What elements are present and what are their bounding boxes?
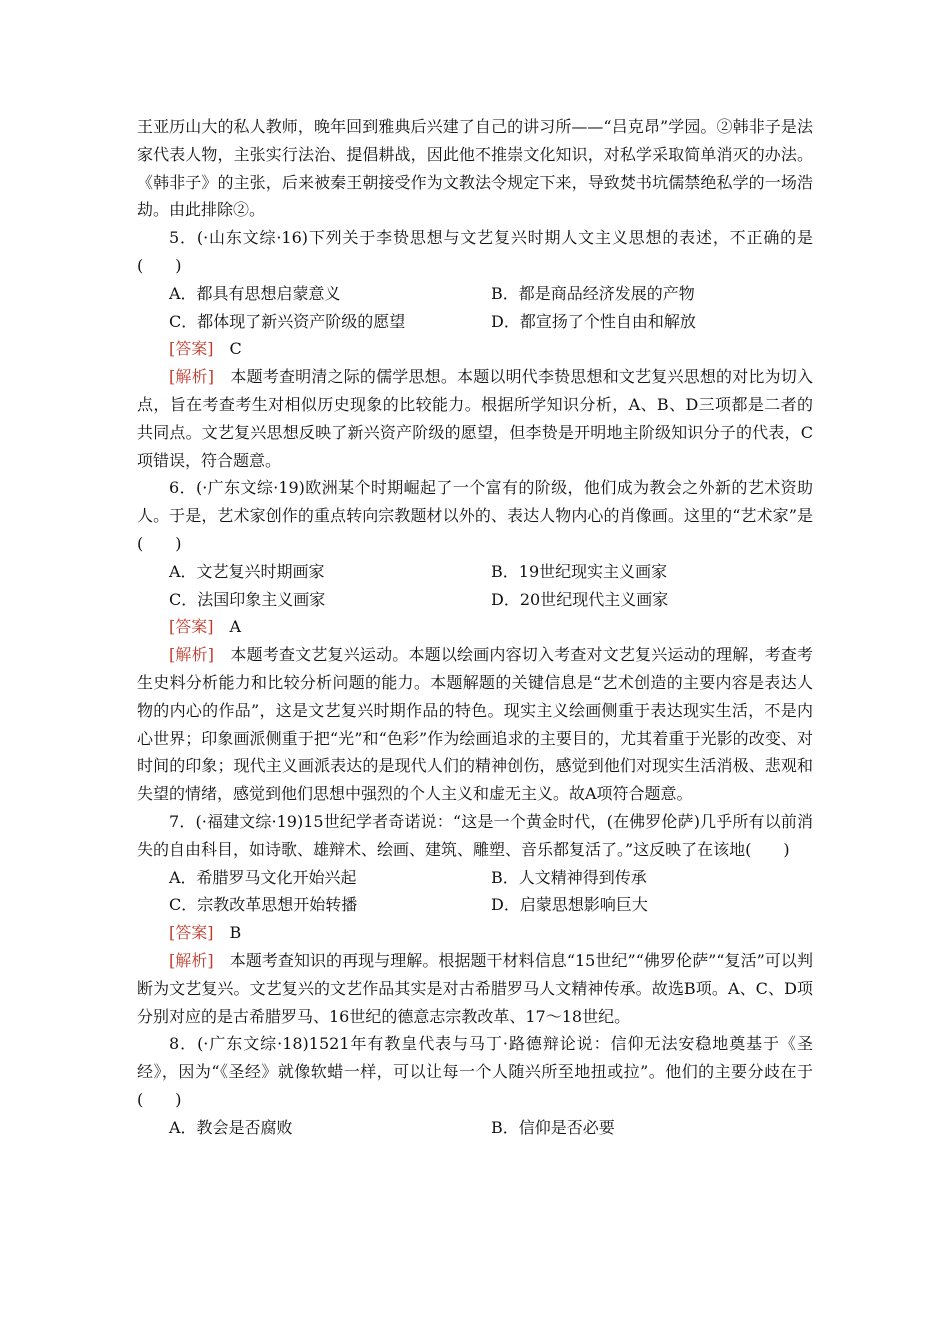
option-d: D．20世纪现代主义画家 [491,589,669,609]
question-stem: 8．(·广东文综·18)1521年有教皇代表与马丁·路德辩论说：信仰无法安稳地奠基于《圣经》，因为“《圣经》就像软蜡一样，可以让每一个人随兴所至地扭或拉”。他们的主要分歧在于( ) [137,1034,813,1109]
option-c: C．宗教改革思想开始转播 [169,895,358,915]
answer-line [137,919,813,947]
options-row [137,308,813,336]
options-row [137,558,813,586]
analysis-paragraph [137,641,813,808]
option-b: B．都是商品经济发展的产物 [491,283,695,303]
intro-paragraph [137,113,813,224]
options-row [137,586,813,614]
analysis-text: 本题考查知识的再现与理解。根据题干材料信息“15世纪”“佛罗伦萨”“复活”可以判断为文艺复兴。文艺复兴的文艺作品其实是对古希腊罗马人文精神传承。故选B项。A、C、D项分别对应的是古希腊罗马、16世纪的德意志宗教改革、17～18世纪。 [137,950,813,1026]
intro-line: 子是法家代表人物，主张实行法治、提倡耕战，因此他不推崇文化知识，对私学采取简单消 [137,117,813,164]
option-a: A．都具有思想启蒙意义 [169,283,341,303]
analysis-paragraph [137,363,813,474]
option-b: B．人文精神得到传承 [491,867,647,887]
analysis-text: 本题考查明清之际的儒学思想。本题以明代李贽思想和文艺复兴思想的对比为切入点，旨在考查考生对相似历史现象的比较能力。根据所学知识分析，A、B、D三项都是二者的共同点。文艺复兴思想反映了新兴资产阶级的愿望，但李贽是开明地主阶级知识分子的代表，C项错误，符合题意。 [137,367,813,470]
option-d: D．都宣扬了个性自由和解放 [491,311,696,331]
answer-tag: [答案] [169,617,214,637]
analysis-paragraph [137,947,813,1030]
options-row [137,891,813,919]
options-row [137,864,813,892]
answer-value: A [229,617,242,637]
answer-value: B [229,923,242,943]
options-row [137,1114,813,1142]
answer-tag: [答案] [169,339,214,359]
option-c: C．都体现了新兴资产阶级的愿望 [169,311,406,331]
intro-line: 王亚历山大的私人教师，晚年回到雅典后兴建了自己的讲习所——“吕克昂”学园。②韩非 [137,117,765,136]
intro-line: 绝私学的一场浩劫。由此排除②。 [137,172,813,220]
intro-line: 灭的办法。《韩非子》的主张，后来被秦王朝接受作为文教法令规定下来，导致焚书坑儒禁 [137,144,813,192]
answer-line [137,335,813,363]
option-a: A．教会是否腐败 [169,1117,293,1137]
option-a: A．希腊罗马文化开始兴起 [169,867,357,887]
answer-line [137,613,813,641]
option-d: D．启蒙思想影响巨大 [491,895,648,915]
analysis-tag: [解析] [169,950,214,970]
analysis-tag: [解析] [169,645,215,665]
question-stem: 6．(·广东文综·19)欧洲某个时期崛起了一个富有的阶级，他们成为教会之外新的艺术资助人。于是，艺术家创作的重点转向宗教题材以外的、表达人物内心的肖像画。这里的“艺术家”是( ) [137,478,813,553]
analysis-text: 本题考查文艺复兴运动。本题以绘画内容切入考查对文艺复兴运动的理解，考查考生史料分析能力和比较分析问题的能力。本题解题的关键信息是“艺术创造的主要内容是表达人物的内心的作品”，这是文艺复兴时期作品的特色。现实主义绘画侧重于表达现实生活，不是内心世界；印象画派侧重于把“光”和“色彩”作为绘画追求的主要目的，尤其着重于光影的改变、对时间的印象；现代主义画派表达的是现代人们的精神创伤，感觉到他们对现实生活消极、悲观和失望的情绪，感觉到他们思想中强烈的个人主义和虚无主义。故A项符合题意。 [137,645,813,804]
options-row [137,280,813,308]
answer-tag: [答案] [169,923,214,943]
question-stem: 7．(·福建文综·19)15世纪学者奇诺说：“这是一个黄金时代，(在佛罗伦萨)几乎所有以前消失的自由科目，如诗歌、雄辩术、绘画、建筑、雕塑、音乐都复活了。”这反映了在该地( ) [137,811,813,859]
answer-value: C [229,339,242,359]
question-stem: 5．(·山东文综·16)下列关于李贽思想与文艺复兴时期人文主义思想的表述，不正确的是( ) [137,228,813,275]
option-a: A．文艺复兴时期画家 [169,561,325,581]
option-b: B．信仰是否必要 [491,1117,615,1137]
option-c: C．法国印象主义画家 [169,589,326,609]
analysis-tag: [解析] [169,367,215,387]
document-page [137,113,813,1141]
option-b: B．19世纪现实主义画家 [491,561,668,581]
